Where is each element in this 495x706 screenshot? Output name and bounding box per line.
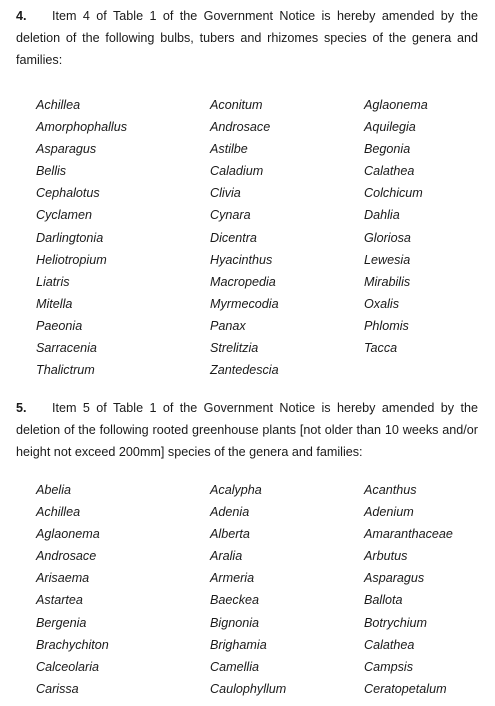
species-name: Dahlia [364, 208, 400, 223]
species-name: Calathea [364, 637, 415, 652]
species-name: Carissa [36, 681, 79, 696]
section-4-column-2 [210, 94, 279, 381]
species-name: Clivia [210, 186, 241, 201]
section-5-column-2 [210, 479, 286, 700]
species-name: Amaranthaceae [364, 527, 453, 542]
species-name: Begonia [364, 142, 411, 157]
species-name: Arisaema [36, 571, 90, 586]
species-name: Aquilegia [364, 120, 416, 135]
species-name: Ballota [364, 593, 403, 608]
species-name: Darlingtonia [36, 230, 104, 245]
section-4-text: Item 4 of Table 1 of the Government Notice is hereby amended by the deletion of the following bulbs, tubers and rhizomes species of the genera and families: [16, 9, 478, 67]
species-name: Brachychiton [36, 637, 109, 652]
species-name: Bignonia [210, 615, 260, 630]
species-name: Myrmecodia [210, 296, 279, 311]
species-name: Campsis [364, 659, 413, 674]
species-name: Botrychium [364, 615, 427, 630]
species-name: Cyclamen [36, 208, 92, 223]
species-name: Astilbe [210, 142, 248, 157]
species-name: Zantedescia [210, 363, 279, 378]
section-4-paragraph [16, 5, 478, 71]
species-name: Abelia [36, 483, 72, 497]
species-name: Caulophyllum [210, 681, 287, 696]
species-name: Achillea [36, 505, 81, 520]
species-name: Aconitum [210, 98, 263, 112]
species-name: Achillea [36, 98, 81, 112]
section-5-column-3 [364, 479, 453, 700]
species-name: Aglaonema [364, 98, 428, 112]
section-5-number: 5. [16, 401, 27, 415]
species-name: Aralia [210, 549, 243, 564]
species-name: Aglaonema [36, 527, 100, 542]
species-name: Phlomis [364, 318, 409, 333]
species-name: Brighamia [210, 637, 267, 652]
species-name: Caladium [210, 164, 264, 179]
species-name: Camellia [210, 659, 259, 674]
species-name: Bellis [36, 164, 67, 179]
species-name: Lewesia [364, 252, 411, 267]
species-name: Cynara [210, 208, 251, 223]
species-name: Cephalotus [36, 186, 100, 201]
species-name: Calathea [364, 164, 415, 179]
species-name: Oxalis [364, 296, 399, 311]
species-name: Asparagus [36, 142, 97, 157]
species-name: Hyacinthus [210, 252, 273, 267]
species-name: Amorphophallus [36, 120, 128, 135]
species-name: Macropedia [210, 274, 276, 289]
species-name: Heliotropium [36, 252, 107, 267]
species-name: Ceratopetalum [364, 681, 447, 696]
section-5-column-1 [36, 479, 109, 700]
species-name: Mitella [36, 296, 73, 311]
species-name: Colchicum [364, 186, 423, 201]
species-name: Androsace [36, 549, 97, 564]
species-name: Tacca [364, 341, 398, 356]
species-name: Dicentra [210, 230, 257, 245]
species-name: Mirabilis [364, 274, 411, 289]
species-name: Armeria [210, 571, 255, 586]
species-name: Calceolaria [36, 659, 99, 674]
section-5-text: Item 5 of Table 1 of the Government Notice is hereby amended by the deletion of the following rooted greenhouse plants [not older than 10 weeks and/or height not exceed 200mm] species of the genera and families: [16, 401, 478, 459]
species-name: Astartea [36, 593, 83, 608]
species-name: Asparagus [364, 571, 425, 586]
species-name: Strelitzia [210, 341, 259, 356]
species-name: Paeonia [36, 318, 83, 333]
section-4-column-1 [36, 94, 127, 381]
species-name: Liatris [36, 274, 70, 289]
species-name: Baeckea [210, 593, 260, 608]
species-name: Acalypha [210, 483, 262, 497]
species-name: Adenia [210, 505, 250, 520]
species-name: Acanthus [364, 483, 417, 497]
section-4-number: 4. [16, 9, 27, 23]
species-name: Adenium [364, 505, 414, 520]
species-name: Thalictrum [36, 363, 95, 378]
species-name: Alberta [210, 527, 250, 542]
species-name: Panax [210, 318, 246, 333]
species-name: Androsace [210, 120, 271, 135]
species-name: Arbutus [364, 549, 408, 564]
species-name: Sarracenia [36, 341, 97, 356]
species-name: Gloriosa [364, 230, 411, 245]
species-name: Bergenia [36, 615, 87, 630]
section-4-column-3 [364, 94, 428, 359]
section-5-paragraph [16, 397, 478, 463]
